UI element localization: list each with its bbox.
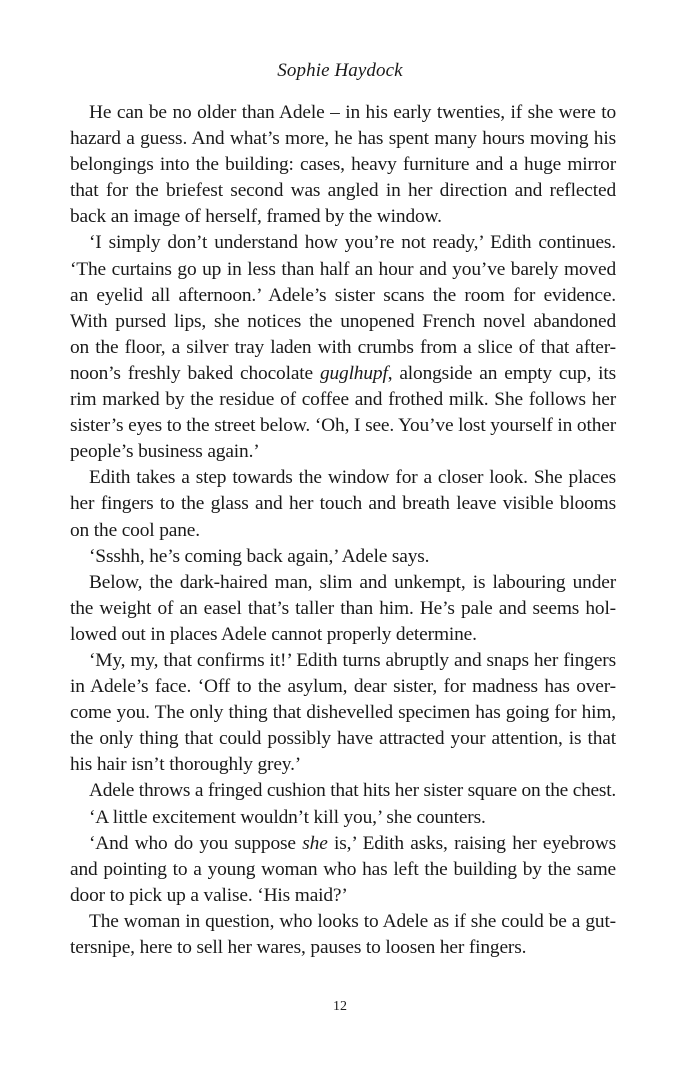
text-line: Below, the dark-haired man, slim and unkempt, is labouring under (89, 571, 616, 593)
text-segment: , alongside an empty cup, its (387, 362, 616, 384)
text-line: ‘I simply don’t understand how you’re not ready,’ Edith continues. (89, 232, 616, 254)
text-line: on the floor, a silver tray laden with crumbs from a slice of that after- (70, 336, 616, 358)
body-text (70, 100, 616, 961)
text-line (70, 361, 616, 387)
page-number: 12 (333, 999, 347, 1014)
text-line: people’s business again.’ (70, 441, 260, 463)
text-line: back an image of herself, framed by the window. (70, 206, 442, 228)
text-line: his hair isn’t thoroughly grey.’ (70, 754, 302, 776)
text-segment: ‘And who do you suppose (89, 832, 303, 854)
text-line: rim marked by the residue of coffee and frothed milk. She follows her (70, 389, 616, 411)
text-line: her fingers to the glass and her touch and breath leave visible blooms (70, 493, 616, 515)
text-line: that for the briefest second was angled in her direction and reflected (70, 180, 616, 202)
text-line: in Adele’s face. ‘Off to the asylum, dear sister, for madness has over- (70, 676, 616, 698)
text-line: hazard a guess. And what’s more, he has spent many hours moving his (70, 128, 616, 150)
text-line: the weight of an easel that’s taller than him. He’s pale and seems hol- (70, 597, 616, 619)
text-line: ‘Ssshh, he’s coming back again,’ Adele says. (89, 545, 430, 567)
text-line: The woman in question, who looks to Adele as if she could be a gut- (89, 910, 616, 932)
text-line: come you. The only thing that dishevelled specimen has going for him, (70, 702, 616, 724)
text-line: the only thing that could possibly have attracted your attention, is that (70, 728, 616, 750)
text-line: an eyelid all afternoon.’ Adele’s sister scans the room for evidence. (70, 284, 616, 306)
text-line: and pointing to a young woman who has left the building by the same (70, 858, 616, 880)
text-line: sister’s eyes to the street below. ‘Oh, I see. You’ve lost yourself in other (70, 415, 616, 437)
text-line: tersnipe, here to sell her wares, pauses to loosen her fingers. (70, 937, 527, 958)
running-head-author: Sophie Haydock (277, 60, 403, 81)
text-segment: noon’s freshly baked chocolate (70, 362, 320, 384)
text-line: He can be no older than Adele – in his early twenties, if she were to (89, 102, 616, 123)
text-line (70, 831, 616, 857)
text-line: lowed out in places Adele cannot properly determine. (70, 623, 477, 645)
text-line: on the cool pane. (70, 519, 200, 541)
text-line: door to pick up a valise. ‘His maid?’ (70, 884, 348, 906)
text-line: With pursed lips, she notices the unopened French novel abandoned (70, 310, 616, 332)
text-line: ‘My, my, that confirms it!’ Edith turns abruptly and snaps her fingers (89, 649, 616, 671)
text-line: Edith takes a step towards the window for a closer look. She places (89, 467, 616, 489)
text-line: ‘The curtains go up in less than half an hour and you’ve barely moved (70, 258, 616, 280)
italic-word: guglhupf (319, 362, 388, 384)
text-segment: is,’ Edith asks, raising her eyebrows (327, 832, 617, 854)
italic-word: she (302, 832, 328, 854)
text-line: Adele throws a fringed cushion that hits her sister square on the chest. (89, 780, 616, 802)
text-line: ‘A little excitement wouldn’t kill you,’ she counters. (89, 806, 486, 828)
text-line: belongings into the building: cases, heavy furniture and a huge mirror (70, 154, 616, 176)
